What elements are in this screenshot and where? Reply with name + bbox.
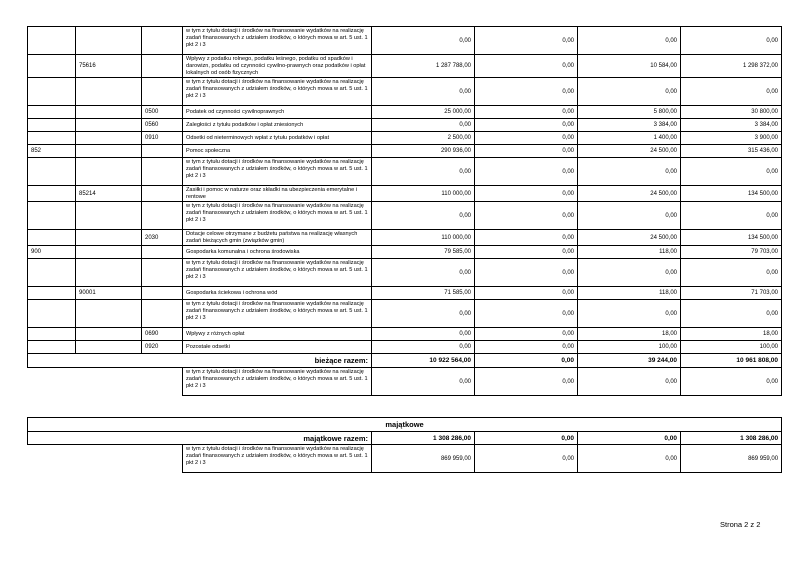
rozdzial-cell	[76, 145, 142, 158]
budget-table-majatkowe	[27, 417, 782, 473]
dzial-cell	[28, 132, 76, 145]
value-plan: 0,00	[372, 119, 475, 132]
value-increase: 0,00	[578, 78, 681, 106]
dzial-cell	[28, 341, 76, 354]
subtotal-row	[28, 202, 782, 230]
value-plan: 110 000,00	[372, 230, 475, 246]
value-decrease: 0,00	[475, 300, 578, 328]
blank-cell	[28, 445, 183, 473]
value-decrease: 0,00	[475, 78, 578, 106]
subtotal-row	[28, 300, 782, 328]
subtotal-row	[28, 78, 782, 106]
value-plan: 110 000,00	[372, 186, 475, 202]
dzial-cell	[28, 300, 76, 328]
value-decrease: 0,00	[475, 106, 578, 119]
paragraf-cell	[142, 145, 183, 158]
total-value-after: 1 308 286,00	[681, 432, 782, 445]
description-cell: w tym z tytułu dotacji i środków na finansowanie wydatków na realizację zadań finansowanych z udziałem środków, o których mowa w art. 5 ust. 1 pkt 2 i 3	[183, 78, 372, 106]
subtotal-value-plan: 0,00	[372, 368, 475, 396]
description-cell: Dotacje celowe otrzymane z budżetu państwa na realizację własnych zadań bieżących gmin (związków gmin)	[183, 230, 372, 246]
value-after: 134 500,00	[681, 186, 782, 202]
value-increase: 10 584,00	[578, 55, 681, 78]
value-decrease: 0,00	[475, 328, 578, 341]
value-after: 3 900,00	[681, 132, 782, 145]
value-increase: 118,00	[578, 287, 681, 300]
value-increase: 3 384,00	[578, 119, 681, 132]
value-decrease: 0,00	[475, 186, 578, 202]
value-plan: 2 500,00	[372, 132, 475, 145]
table-row	[28, 246, 782, 259]
value-after: 3 384,00	[681, 119, 782, 132]
value-increase: 24 500,00	[578, 145, 681, 158]
description-cell: Zasiłki i pomoc w naturze oraz składki na ubezpieczenia emerytalne i rentowe	[183, 186, 372, 202]
paragraf-cell: 0690	[142, 328, 183, 341]
value-increase: 24 500,00	[578, 230, 681, 246]
description-cell: w tym z tytułu dotacji i środków na finansowanie wydatków na realizację zadań finansowanych z udziałem środków, o których mowa w art. 5 ust. 1 pkt 2 i 3	[183, 259, 372, 287]
value-decrease: 0,00	[475, 341, 578, 354]
subtotal-row	[28, 27, 782, 55]
value-plan: 79 585,00	[372, 246, 475, 259]
value-after: 30 800,00	[681, 106, 782, 119]
paragraf-cell	[142, 259, 183, 287]
table-row	[28, 145, 782, 158]
value-plan: 71 585,00	[372, 287, 475, 300]
total-row	[28, 432, 782, 445]
value-after: 0,00	[681, 202, 782, 230]
dzial-cell	[28, 328, 76, 341]
blank-cell	[28, 368, 183, 396]
value-after: 1 298 372,00	[681, 55, 782, 78]
value-after: 134 500,00	[681, 230, 782, 246]
rozdzial-cell: 75616	[76, 55, 142, 78]
table-row	[28, 328, 782, 341]
subtotal-row	[28, 259, 782, 287]
value-plan: 0,00	[372, 341, 475, 354]
value-plan: 0,00	[372, 27, 475, 55]
rozdzial-cell	[76, 259, 142, 287]
value-plan: 0,00	[372, 328, 475, 341]
total-row	[28, 354, 782, 368]
subtotal-desc: w tym z tytułu dotacji i środków na finansowanie wydatków na realizację zadań finansowanych z udziałem środków, o których mowa w art. 5 ust. 1 pkt 2 i 3	[183, 445, 372, 473]
value-decrease: 0,00	[475, 132, 578, 145]
subtotal-value-increase: 0,00	[578, 445, 681, 473]
value-decrease: 0,00	[475, 259, 578, 287]
value-increase: 24 500,00	[578, 186, 681, 202]
rozdzial-cell	[76, 78, 142, 106]
rozdzial-cell	[76, 341, 142, 354]
value-after: 0,00	[681, 300, 782, 328]
subtotal-value-decrease: 0,00	[475, 368, 578, 396]
paragraf-cell	[142, 300, 183, 328]
rozdzial-cell: 85214	[76, 186, 142, 202]
value-increase: 0,00	[578, 27, 681, 55]
value-decrease: 0,00	[475, 119, 578, 132]
value-increase: 118,00	[578, 246, 681, 259]
value-plan: 0,00	[372, 259, 475, 287]
value-plan: 1 287 788,00	[372, 55, 475, 78]
description-cell: Wpływy z podatku rolnego, podatku leśnego, podatku od spadków i darowizn, podatku od czynności cywilno-prawnych oraz podatków i opłat lokalnych od osób fizycznych	[183, 55, 372, 78]
description-cell: Gospodarka ściekowa i ochrona wód	[183, 287, 372, 300]
value-plan: 0,00	[372, 300, 475, 328]
budget-table-biezace	[27, 26, 782, 396]
description-cell: Zaległości z tytułu podatków i opłat zniesionych	[183, 119, 372, 132]
section-header-row	[28, 418, 782, 432]
rozdzial-cell	[76, 119, 142, 132]
value-decrease: 0,00	[475, 145, 578, 158]
rozdzial-cell	[76, 202, 142, 230]
total-value-after: 10 961 808,00	[681, 354, 782, 368]
value-increase: 5 800,00	[578, 106, 681, 119]
rozdzial-cell	[76, 328, 142, 341]
subtotal-row	[28, 445, 782, 473]
value-decrease: 0,00	[475, 158, 578, 186]
subtotal-value-after: 869 959,00	[681, 445, 782, 473]
dzial-cell	[28, 106, 76, 119]
paragraf-cell	[142, 55, 183, 78]
value-decrease: 0,00	[475, 230, 578, 246]
description-cell: w tym z tytułu dotacji i środków na finansowanie wydatków na realizację zadań finansowanych z udziałem środków, o których mowa w art. 5 ust. 1 pkt 2 i 3	[183, 202, 372, 230]
dzial-cell: 900	[28, 246, 76, 259]
description-cell: Wpływy z różnych opłat	[183, 328, 372, 341]
subtotal-row	[28, 158, 782, 186]
value-plan: 0,00	[372, 158, 475, 186]
value-plan: 290 936,00	[372, 145, 475, 158]
value-plan: 25 000,00	[372, 106, 475, 119]
subtotal-desc: w tym z tytułu dotacji i środków na finansowanie wydatków na realizację zadań finansowanych z udziałem środków, o których mowa w art. 5 ust. 1 pkt 2 i 3	[183, 368, 372, 396]
value-after: 315 436,00	[681, 145, 782, 158]
paragraf-cell	[142, 186, 183, 202]
dzial-cell	[28, 27, 76, 55]
subtotal-value-decrease: 0,00	[475, 445, 578, 473]
dzial-cell	[28, 158, 76, 186]
value-after: 0,00	[681, 259, 782, 287]
paragraf-cell: 0920	[142, 341, 183, 354]
value-increase: 0,00	[578, 202, 681, 230]
value-decrease: 0,00	[475, 246, 578, 259]
total-label: bieżące razem:	[28, 354, 372, 368]
total-value-increase: 0,00	[578, 432, 681, 445]
total-value-decrease: 0,00	[475, 354, 578, 368]
dzial-cell	[28, 186, 76, 202]
value-decrease: 0,00	[475, 55, 578, 78]
value-decrease: 0,00	[475, 27, 578, 55]
dzial-cell	[28, 287, 76, 300]
paragraf-cell	[142, 27, 183, 55]
dzial-cell	[28, 202, 76, 230]
rozdzial-cell	[76, 230, 142, 246]
paragraf-cell	[142, 78, 183, 106]
paragraf-cell: 0560	[142, 119, 183, 132]
value-after: 79 703,00	[681, 246, 782, 259]
total-value-plan: 1 308 286,00	[372, 432, 475, 445]
page-number: Strona 2 z 2	[720, 520, 761, 529]
paragraf-cell	[142, 202, 183, 230]
rozdzial-cell	[76, 132, 142, 145]
value-plan: 0,00	[372, 78, 475, 106]
table-row	[28, 55, 782, 78]
dzial-cell	[28, 259, 76, 287]
dzial-cell: 852	[28, 145, 76, 158]
value-increase: 18,00	[578, 328, 681, 341]
subtotal-value-increase: 0,00	[578, 368, 681, 396]
description-cell: Odsetki od nieterminowych wpłat z tytułu podatków i opłat	[183, 132, 372, 145]
total-value-increase: 39 244,00	[578, 354, 681, 368]
paragraf-cell: 2030	[142, 230, 183, 246]
subtotal-value-after: 0,00	[681, 368, 782, 396]
total-value-decrease: 0,00	[475, 432, 578, 445]
value-increase: 0,00	[578, 259, 681, 287]
paragraf-cell: 0910	[142, 132, 183, 145]
paragraf-cell: 0500	[142, 106, 183, 119]
value-increase: 0,00	[578, 158, 681, 186]
value-after: 100,00	[681, 341, 782, 354]
subtotal-row	[28, 368, 782, 396]
table-row	[28, 341, 782, 354]
dzial-cell	[28, 78, 76, 106]
table-row	[28, 287, 782, 300]
table-row	[28, 230, 782, 246]
paragraf-cell	[142, 287, 183, 300]
paragraf-cell	[142, 158, 183, 186]
value-after: 0,00	[681, 27, 782, 55]
table-row	[28, 106, 782, 119]
value-after: 0,00	[681, 78, 782, 106]
description-cell: Pozostałe odsetki	[183, 341, 372, 354]
value-decrease: 0,00	[475, 202, 578, 230]
value-increase: 0,00	[578, 300, 681, 328]
budget-table-body	[28, 27, 782, 396]
value-after: 0,00	[681, 158, 782, 186]
description-cell: w tym z tytułu dotacji i środków na finansowanie wydatków na realizację zadań finansowanych z udziałem środków, o których mowa w art. 5 ust. 1 pkt 2 i 3	[183, 300, 372, 328]
rozdzial-cell	[76, 300, 142, 328]
paragraf-cell	[142, 246, 183, 259]
dzial-cell	[28, 55, 76, 78]
table-row	[28, 186, 782, 202]
rozdzial-cell	[76, 158, 142, 186]
value-increase: 1 400,00	[578, 132, 681, 145]
total-label: majątkowe razem:	[28, 432, 372, 445]
description-cell: w tym z tytułu dotacji i środków na finansowanie wydatków na realizację zadań finansowanych z udziałem środków, o których mowa w art. 5 ust. 1 pkt 2 i 3	[183, 158, 372, 186]
dzial-cell	[28, 230, 76, 246]
description-cell: Podatek od czynności cywilnoprawnych	[183, 106, 372, 119]
value-decrease: 0,00	[475, 287, 578, 300]
value-after: 71 703,00	[681, 287, 782, 300]
rozdzial-cell	[76, 27, 142, 55]
total-value-plan: 10 922 564,00	[372, 354, 475, 368]
dzial-cell	[28, 119, 76, 132]
value-after: 18,00	[681, 328, 782, 341]
subtotal-value-plan: 869 959,00	[372, 445, 475, 473]
rozdzial-cell: 90001	[76, 287, 142, 300]
description-cell: Gospodarka komunalna i ochrona środowiska	[183, 246, 372, 259]
rozdzial-cell	[76, 246, 142, 259]
value-plan: 0,00	[372, 202, 475, 230]
section-title: majątkowe	[28, 418, 782, 432]
table-row	[28, 132, 782, 145]
description-cell: Pomoc społeczna	[183, 145, 372, 158]
description-cell: w tym z tytułu dotacji i środków na finansowanie wydatków na realizację zadań finansowanych z udziałem środków, o których mowa w art. 5 ust. 1 pkt 2 i 3	[183, 27, 372, 55]
table-row	[28, 119, 782, 132]
value-increase: 100,00	[578, 341, 681, 354]
rozdzial-cell	[76, 106, 142, 119]
